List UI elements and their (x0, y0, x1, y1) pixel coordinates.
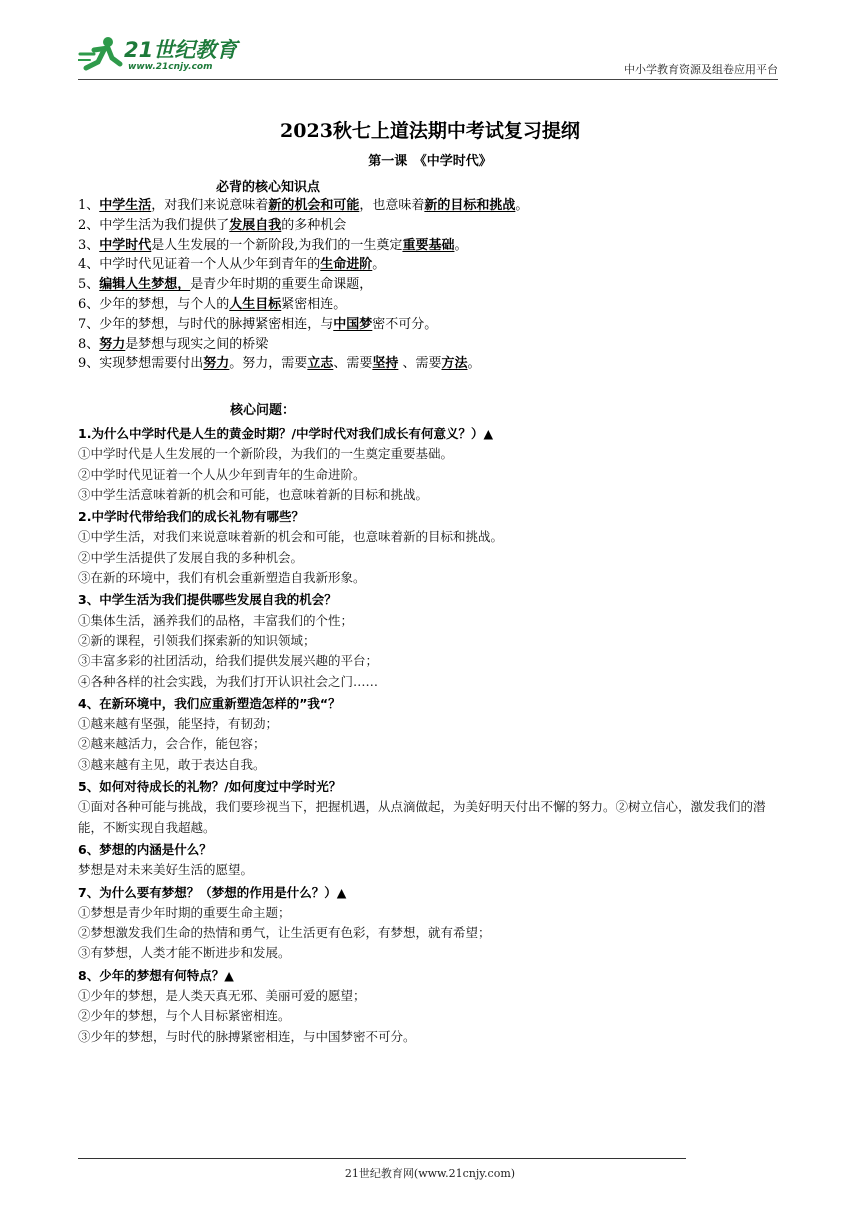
core-questions-heading: 核心问题： (230, 403, 296, 418)
answer-line: ③少年的梦想，与时代的脉搏紧密相连，与中国梦密不可分。 (78, 1028, 416, 1044)
key-term: 中国梦 (333, 316, 373, 332)
key-point-text: 1、 (78, 198, 100, 213)
answer-line: ①越来越有坚强，能坚持，有韧劲； (78, 716, 279, 732)
question-heading: 4、在新环境中，我们应重新塑造怎样的”我“？ (78, 695, 341, 711)
key-point-item (78, 196, 798, 216)
key-term: 新的目标和挑战 (424, 198, 516, 213)
key-point-text: 6、少年的梦想，与个人的 (78, 296, 230, 312)
key-point-item (78, 216, 798, 236)
key-point-text: 是青少年时期的重要生命课题， (190, 277, 373, 293)
key-point-item (78, 315, 798, 335)
key-point-text: 5、 (78, 277, 100, 293)
answer-line: ②新的课程，引领我们探索新的知识领域； (78, 632, 316, 648)
answer-line: ③有梦想，人类才能不断进步和发展。 (78, 945, 291, 961)
answer-line: ①少年的梦想，是人类天真无邪、美丽可爱的愿望； (78, 988, 366, 1004)
answer-line: ①梦想是青少年时期的重要生命主题； (78, 904, 291, 920)
key-point-text: 的多种机会 (281, 217, 347, 233)
question-heading: 2.中学时代带给我们的成长礼物有哪些？ (78, 509, 304, 525)
question-heading: 5、如何对待成长的礼物？/如何度过中学时光？ (78, 779, 342, 795)
key-point-text: ，对我们来说意味着 (151, 198, 269, 213)
key-term: 立志 (307, 356, 334, 372)
answer-line: ③越来越有主见，敢于表达自我。 (78, 756, 266, 772)
key-point-text: 是人生发展的一个新阶段,为我们的一生奠定 (151, 237, 403, 253)
logo-text: 21世纪教育 (124, 38, 238, 62)
key-term: 编辑人生梦想， (99, 277, 191, 293)
site-logo[interactable] (78, 34, 238, 78)
key-point-text: 8、 (78, 336, 100, 352)
key-point-text: 、需要 (398, 356, 442, 372)
answer-line: ①中学生活，对我们来说意味着新的机会和可能，也意味着新的目标和挑战。 (78, 529, 504, 545)
key-term: 坚持 (372, 356, 399, 372)
key-point-text: 9、实现梦想需要付出 (78, 356, 204, 372)
key-point-text: 4、中学时代见证着一个人从少年到青年的 (78, 257, 321, 273)
answer-line: ④各种各样的社会实践，为我们打开认识社会之门…… (78, 673, 379, 689)
answer-line: ①中学时代是人生发展的一个新阶段，为我们的一生奠定重要基础。 (78, 446, 454, 462)
document-title: 2023秋七上道法期中考试复习提纲 (280, 120, 580, 142)
key-point-item (78, 255, 798, 275)
answer-line: 梦想是对未来美好生活的愿望。 (78, 862, 254, 878)
key-point-item (78, 236, 798, 256)
key-term: 方法 (441, 356, 468, 372)
key-term: 发展自我 (229, 217, 282, 233)
question-heading: 3、中学生活为我们提供哪些发展自我的机会？ (78, 592, 337, 608)
key-point-text: 2、中学生活为我们提供了 (78, 217, 230, 233)
key-point-item (78, 354, 798, 374)
key-term: 人生目标 (229, 296, 282, 312)
answer-line: ②中学生活提供了发展自我的多种机会。 (78, 549, 304, 565)
key-term: 生命进阶 (320, 257, 373, 273)
key-point-text: 。 (467, 356, 481, 372)
key-term: 中学生活 (99, 198, 152, 213)
key-points-heading: 必背的核心知识点 (216, 180, 321, 195)
key-point-item (78, 295, 798, 315)
key-point-item (78, 335, 798, 355)
answer-line: ③中学生活意味着新的机会和可能，也意味着新的目标和挑战。 (78, 486, 429, 502)
key-point-text: 。 (515, 198, 529, 213)
platform-name: 中小学教育资源及组卷应用平台 (624, 63, 778, 76)
key-points-list (78, 196, 798, 374)
key-term: 中学时代 (99, 237, 152, 253)
key-term: 重要基础 (402, 237, 455, 253)
key-point-text: 。 (372, 257, 386, 273)
question-heading: 6、梦想的内涵是什么？ (78, 841, 212, 857)
answer-line: ③丰富多彩的社团活动，给我们提供发展兴趣的平台； (78, 653, 379, 669)
key-point-text: 、需要 (333, 356, 373, 372)
answer-line: ③在新的环境中，我们有机会重新塑造自我新形象。 (78, 570, 366, 586)
answer-line: ②越来越活力，会合作，能包容； (78, 736, 266, 752)
key-point-item (78, 275, 798, 295)
header-divider (78, 79, 778, 80)
core-questions (78, 424, 790, 1047)
key-point-text: 。 (454, 237, 468, 253)
answer-line: ②少年的梦想，与个人目标紧密相连。 (78, 1008, 291, 1024)
question-heading: 7、为什么要有梦想？（梦想的作用是什么？）▲ (78, 884, 347, 900)
runner-logo-icon (78, 34, 124, 74)
answer-line: ①面对各种可能与挑战，我们要珍视当下，把握机遇，从点滴做起，为美好明天付出不懈的努力。②树立信心，激发我们的潜能，不断实现自我超越。 (78, 799, 766, 835)
question-heading: 8、少年的梦想有何特点？▲ (78, 967, 234, 983)
key-point-text: 紧密相连。 (281, 296, 347, 312)
key-term: 新的机会和可能 (268, 198, 360, 213)
answer-line: ②梦想激发我们生命的热情和勇气，让生活更有色彩，有梦想，就有希望； (78, 925, 491, 941)
key-point-text: 密不可分。 (372, 316, 438, 332)
answer-line: ①集体生活，涵养我们的品格，丰富我们的个性； (78, 612, 354, 628)
key-point-text: 3、 (78, 237, 100, 253)
key-point-text: 是梦想与现实之间的桥梁 (125, 336, 269, 352)
answer-line: ②中学时代见证着一个人从少年到青年的生命进阶。 (78, 466, 366, 482)
logo-url: www.21cnjy.com (128, 62, 213, 72)
key-point-text: 7、少年的梦想，与时代的脉搏紧密相连，与 (78, 316, 334, 332)
question-heading: 1.为什么中学时代是人生的黄金时期？/中学时代对我们成长有何意义？）▲ (78, 426, 494, 441)
key-term: 努力 (203, 356, 230, 372)
key-point-text: 。努力，需要 (229, 356, 308, 372)
footer-divider (78, 1158, 686, 1159)
lesson-title: 第一课 《中学时代》 (368, 154, 492, 169)
footer-text: 21世纪教育网(www.21cnjy.com) (344, 1167, 516, 1180)
key-point-text: ，也意味着 (359, 198, 425, 213)
key-term: 努力 (99, 336, 126, 352)
page-header (78, 34, 778, 80)
